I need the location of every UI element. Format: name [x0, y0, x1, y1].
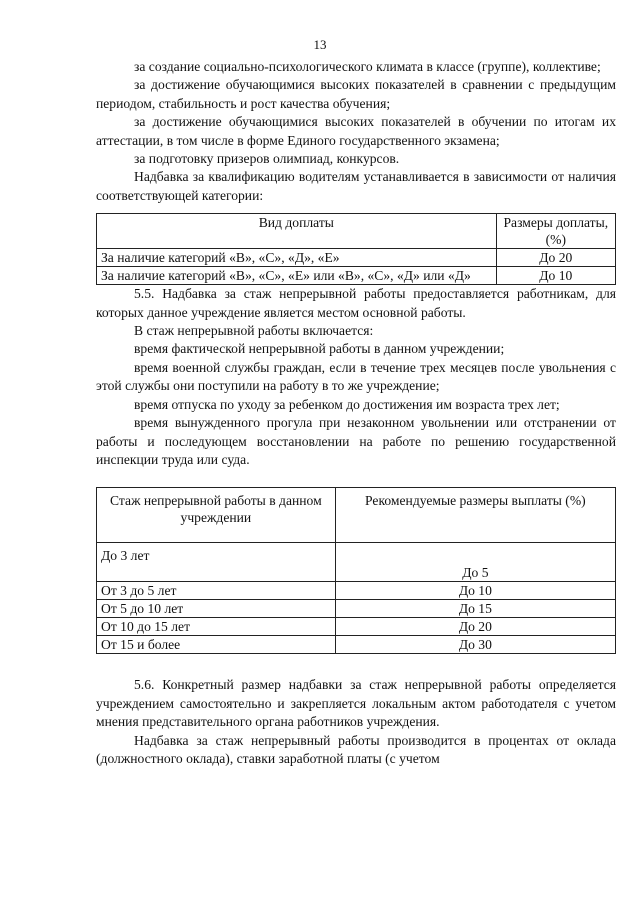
table-cell: От 10 до 15 лет: [97, 618, 336, 636]
paragraph: 5.6. Конкретный размер надбавки за стаж непрерывной работы определяется учреждением самостоятельно и закрепляется локальным актом работодателя с учетом мнения представительного органа работников учреждения.: [96, 677, 616, 730]
paragraph: Надбавка за квалификацию водителям устанавливается в зависимости от наличия соответствующей категории:: [96, 169, 616, 203]
table-header-row: [97, 214, 616, 249]
table-cell: До 20: [335, 618, 615, 636]
document-body: [96, 58, 616, 768]
paragraph: Надбавка за стаж непрерывный работы производится в процентах от оклада (должностного оклада), ставки заработной платы (с учетом: [96, 732, 616, 766]
table-cell: За наличие категорий «В», «С», «Д», «Е»: [97, 249, 497, 267]
table-header-cell: Рекомендуемые размеры выплаты (%): [335, 488, 615, 543]
table-row: [97, 582, 616, 600]
table-header-cell: Вид доплаты: [97, 214, 497, 249]
paragraph: за достижение обучающимися высоких показателей в обучении по итогам их аттестации, в том числе в форме Единого государственного экзамена;: [96, 114, 616, 148]
table-cell: От 15 и более: [97, 636, 336, 654]
table-cell: До 10: [496, 267, 615, 285]
table-cell: От 3 до 5 лет: [97, 582, 336, 600]
table-cell: До 30: [335, 636, 615, 654]
paragraph: за подготовку призеров олимпиад, конкурсов.: [134, 151, 400, 167]
paragraph: время фактической непрерывной работы в данном учреждении;: [134, 341, 505, 357]
table-header-cell: Размеры доплаты, (%): [496, 214, 615, 249]
table-cell: До 5: [335, 543, 615, 582]
table-cell: До 20: [496, 249, 615, 267]
table-cell: До 15: [335, 600, 615, 618]
table-row: [97, 543, 616, 582]
paragraph: В стаж непрерывной работы включается:: [134, 323, 374, 339]
paragraph: 5.5. Надбавка за стаж непрерывной работы предоставляется работникам, для которых данное учреждение является местом основной работы.: [96, 286, 616, 320]
paragraph: за создание социально-психологического климата в классе (группе), коллективе;: [134, 59, 601, 74]
table-row: [97, 267, 616, 285]
table-row: [97, 618, 616, 636]
seniority-table: [96, 487, 616, 654]
table-cell: От 5 до 10 лет: [97, 600, 336, 618]
paragraph: время военной службы граждан, если в течение трех месяцев после увольнения с этой службы они поступили на работу в то же учреждение;: [96, 359, 616, 394]
qualification-table: [96, 213, 616, 285]
page-number: 13: [313, 37, 327, 52]
table-row: [97, 600, 616, 618]
table-header-cell: Стаж непрерывной работы в данном учреждении: [97, 488, 336, 543]
table-cell: За наличие категорий «В», «С», «Е» или «В», «С», «Д» или «Д»: [97, 267, 497, 285]
table-cell: До 3 лет: [97, 543, 336, 582]
table-header-row: [97, 488, 616, 543]
paragraph: время вынужденного прогула при незаконном увольнении или отстранении от работы и последующем восстановлении на работе по решению государственной инспекции труда или суда.: [96, 415, 616, 467]
paragraph: за достижение обучающимися высоких показателей в сравнении с предыдущим периодом, стабильность и рост качества обучения;: [96, 77, 616, 111]
table-row: [97, 636, 616, 654]
paragraph: время отпуска по уходу за ребенком до достижения им возраста трех лет;: [134, 396, 560, 412]
table-row: [97, 249, 616, 267]
table-cell: До 10: [335, 582, 615, 600]
